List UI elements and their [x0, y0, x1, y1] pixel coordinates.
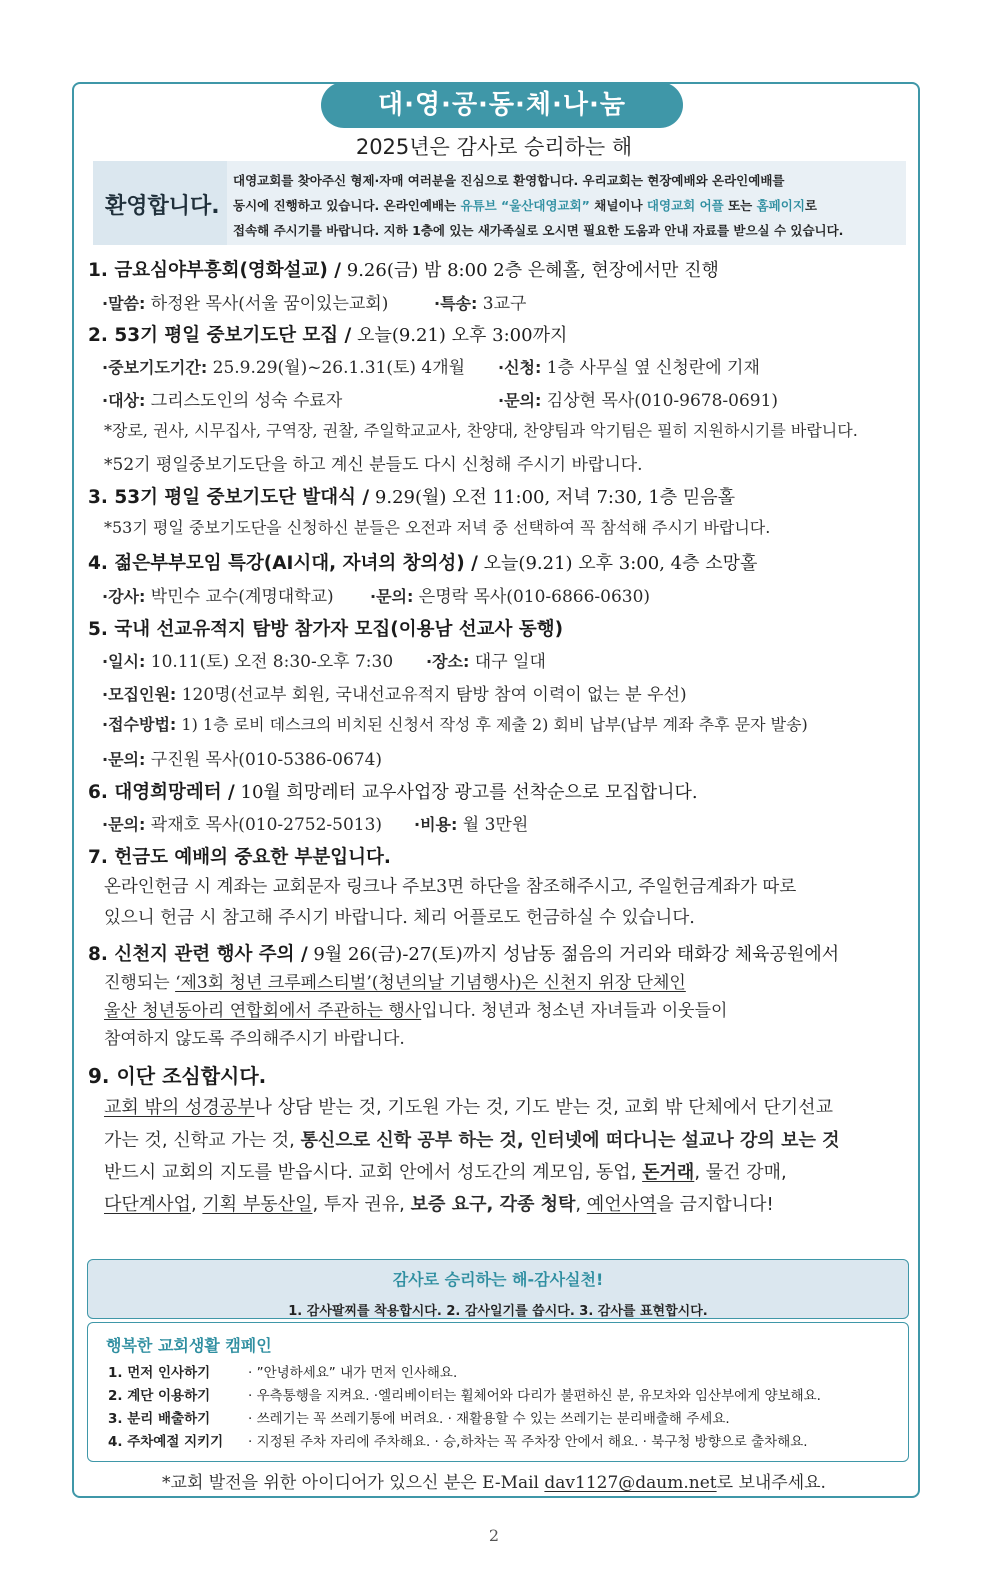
notice-5-heading: 5. 국내 선교유적지 탐방 참가자 모집(이용남 선교사 동행) — [88, 619, 564, 640]
page-title: 대·영·공·동·체·나·눔 — [321, 82, 683, 128]
notice-6-heading: 6. 대영희망레터 / 10월 희망레터 교우사업장 광고를 선착순으로 모집합니다. — [88, 782, 698, 803]
notice-5-recruit: ·모집인원: 120명(선교부 회원, 국내선교유적지 탐방 참여 이력이 없는 분 우선) — [102, 685, 687, 705]
gratitude-title: 감사로 승리하는 해-감사실천! — [392, 1270, 604, 1289]
notice-2-apply: ·신청: 1층 사무실 옆 신청란에 기재 — [498, 358, 760, 378]
campaign-row: 2. 계단 이용하기 · 우측통행을 지켜요. ·엘리베이터는 휠체어와 다리가 불편하신 분, 유모차와 임산부에게 양보해요. — [108, 1388, 821, 1404]
notice-2-target: ·대상: 그리스도인의 성숙 수료자 — [102, 391, 343, 411]
notice-2-contact: ·문의: 김상현 목사(010-9678-0691) — [498, 391, 779, 411]
page-number: 2 — [488, 1526, 500, 1545]
welcome-line-3: 접속해 주시기를 바랍니다. 지하 1층에 있는 새가족실로 오시면 필요한 도움과 안내 자료를 받으실 수 있습니다. — [233, 223, 844, 238]
notice-4-contact: ·문의: 은명락 목사(010-6866-0630) — [370, 587, 651, 607]
youtube-channel: 유튜브 “울산대영교회” — [460, 198, 590, 213]
campaign-row: 3. 분리 배출하기 · 쓰레기는 꼭 쓰레기통에 버려요. · 재활용할 수 있는 쓰레기는 분리배출해 주세요. — [108, 1411, 730, 1427]
notice-9-line-4: 다단계사업, 기획 부동산일, 투자 권유, 보증 요구, 각종 청탁, 예언사역을 금지합니다! — [104, 1194, 774, 1215]
notice-8-line-1: 진행되는 ‘제3회 청년 크루페스티벌’(청년의날 기념행사)은 신천지 위장 단체인 — [104, 973, 686, 993]
welcome-line-2: 동시에 진행하고 있습니다. 온라인예배는 유튜브 “울산대영교회” 채널이나 대영교회 어플 또는 홈페이지로 — [233, 198, 817, 213]
email-link[interactable]: dav1127@daum.net — [544, 1473, 717, 1493]
notice-3-note: *53기 평일 중보기도단을 신청하신 분들은 오전과 저녁 중 선택하여 꼭 참석해 주시기 바랍니다. — [104, 518, 771, 537]
campaign-title: 행복한 교회생활 캠페인 — [106, 1336, 272, 1355]
welcome-title: 환영합니다. — [105, 194, 220, 219]
church-app: 대영교회 어플 — [646, 198, 724, 213]
notice-7-line-1: 온라인헌금 시 계좌는 교회문자 링크나 주보3면 하단을 참조해주시고, 주일헌금계좌가 따로 — [104, 877, 797, 897]
notice-1-speaker: ·말씀: 하정완 목사(서울 꿈이있는교회) — [102, 294, 389, 314]
gratitude-box — [87, 1259, 909, 1319]
notice-2-heading: 2. 53기 평일 중보기도단 모집 / 오늘(9.21) 오후 3:00까지 — [88, 325, 568, 346]
notice-2-period: ·중보기도기간: 25.9.29(월)~26.1.31(토) 4개월 — [102, 358, 466, 378]
welcome-text — [227, 161, 906, 245]
notice-9-heading: 9. 이단 조심합시다. — [88, 1064, 267, 1088]
homepage: 홈페이지 — [756, 198, 805, 213]
campaign-box — [87, 1322, 909, 1462]
campaign-row: 4. 주차예절 지키기 · 지정된 주차 자리에 주차해요. · 승,하차는 꼭 주차장 안에서 해요. · 북구청 방향으로 출차해요. — [108, 1434, 808, 1450]
notice-2-note-1: *장로, 권사, 시무집사, 구역장, 권찰, 주일학교교사, 찬양대, 찬양팀과 악기팀은 필히 지원하시기를 바랍니다. — [104, 421, 858, 440]
campaign-row: 1. 먼저 인사하기 · ”안녕하세요” 내가 먼저 인사해요. — [108, 1365, 458, 1381]
idea-note: *교회 발전을 위한 아이디어가 있으신 분은 E-Mail dav1127@daum.net로 보내주세요. — [162, 1473, 826, 1493]
notice-5-method: ·접수방법: 1) 1층 로비 데스크의 비치된 신청서 작성 후 제출 2) 회비 납부(납부 계좌 추후 문자 발송) — [102, 715, 808, 734]
notice-6-cost: ·비용: 월 3만원 — [414, 815, 529, 835]
page-subtitle: 2025년은 감사로 승리하는 해 — [355, 135, 633, 159]
notice-8-line-2: 울산 청년동아리 연합회에서 주관하는 행사입니다. 청년과 청소년 자녀들과 이웃들이 — [104, 1001, 728, 1021]
notice-3-heading: 3. 53기 평일 중보기도단 발대식 / 9.29(월) 오전 11:00, 저녁 7:30, 1층 믿음홀 — [88, 487, 736, 508]
welcome-panel — [93, 161, 906, 245]
notice-9-line-2: 가는 것, 신학교 가는 것, 통신으로 신학 공부 하는 것, 인터넷에 떠다니는 설교나 강의 보는 것 — [104, 1130, 840, 1151]
notice-5-place: ·장소: 대구 일대 — [426, 652, 546, 672]
notice-1-heading: 1. 금요심야부흥회(영화설교) / 9.26(금) 밤 8:00 2층 은혜홀, 현장에서만 진행 — [88, 260, 719, 281]
notice-5-datetime: ·일시: 10.11(토) 오전 8:30-오후 7:30 — [102, 652, 394, 672]
notice-1-special: ·특송: 3교구 — [434, 294, 527, 314]
notice-8-line-3: 참여하지 않도록 주의해주시기 바랍니다. — [104, 1029, 405, 1049]
notice-4-lecturer: ·강사: 박민수 교수(계명대학교) — [102, 587, 334, 607]
notice-2-note-2: *52기 평일중보기도단을 하고 계신 분들도 다시 신청해 주시기 바랍니다. — [104, 455, 643, 475]
notice-6-contact: ·문의: 곽재호 목사(010-2752-5013) — [102, 815, 383, 835]
notice-7-heading: 7. 헌금도 예배의 중요한 부분입니다. — [88, 847, 391, 868]
notice-7-line-2: 있으니 헌금 시 참고해 주시기 바랍니다. 체리 어플로도 헌금하실 수 있습니다. — [104, 908, 695, 928]
notice-5-contact: ·문의: 구진원 목사(010-5386-0674) — [102, 750, 383, 770]
welcome-line-1: 대영교회를 찾아주신 형제·자매 여러분을 진심으로 환영합니다. 우리교회는 현장예배와 온라인예배를 — [233, 173, 785, 188]
notice-9-line-3: 반드시 교회의 지도를 받읍시다. 교회 안에서 성도간의 계모임, 동업, 돈거래, 물건 강매, — [104, 1162, 787, 1183]
notice-8-heading: 8. 신천지 관련 행사 주의 / 9월 26(금)-27(토)까지 성남동 젊음의 거리와 태화강 체육공원에서 — [88, 944, 840, 965]
notice-4-heading: 4. 젊은부부모임 특강(AI시대, 자녀의 창의성) / 오늘(9.21) 오후 3:00, 4층 소망홀 — [88, 553, 758, 574]
gratitude-text: 1. 감사팔찌를 착용합시다. 2. 감사일기를 씁시다. 3. 감사를 표현합시다. — [288, 1304, 708, 1319]
notice-9-line-1: 교회 밖의 성경공부나 상담 받는 것, 기도원 가는 것, 기도 받는 것, 교회 밖 단체에서 단기선교 — [104, 1097, 833, 1118]
